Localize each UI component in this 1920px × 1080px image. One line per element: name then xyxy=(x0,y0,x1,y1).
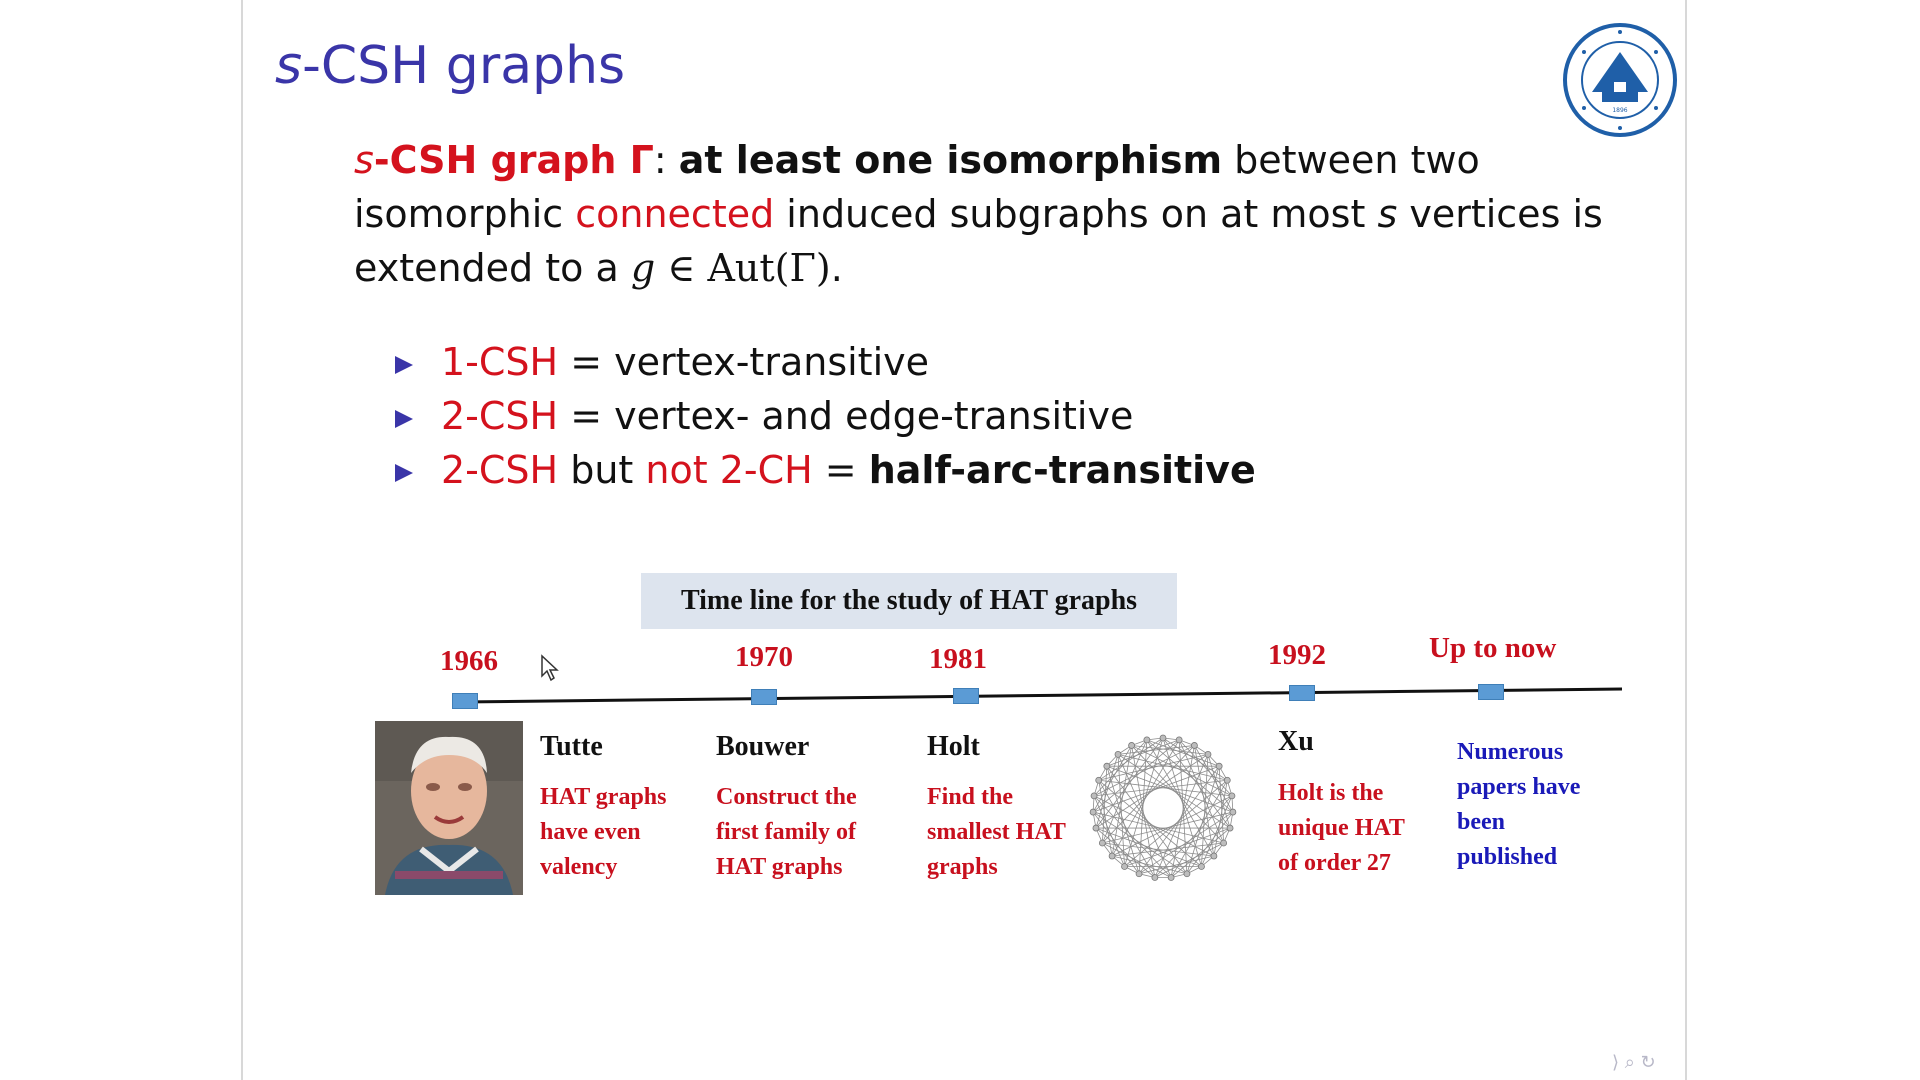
timeline-year: 1992 xyxy=(1268,639,1326,671)
bullet-item: 1-CSH = vertex-transitive xyxy=(395,335,1256,389)
slide-title: s-CSH graphs xyxy=(275,36,626,96)
timeline-marker xyxy=(751,689,777,705)
timeline-name: Holt xyxy=(927,731,980,762)
timeline-title: Time line for the study of HAT graphs xyxy=(641,573,1177,629)
timeline-desc: HAT graphs have even valency xyxy=(540,784,667,880)
timeline-marker xyxy=(953,688,979,704)
timeline-marker xyxy=(452,693,478,709)
timeline-desc: Construct the first family of HAT graphs xyxy=(716,784,857,880)
timeline-year: 1966 xyxy=(440,645,498,677)
timeline-year: 1981 xyxy=(929,643,987,675)
timeline-year: Up to now xyxy=(1429,632,1557,664)
beamer-navigation-icon[interactable]: ⟩ ⌕ ↻ xyxy=(1612,1052,1656,1073)
definition-text: s-CSH graph Γ: at least one isomorphism between two isomorphic connected induced subgraphs on at most s vertices is extended to a g ∈ Aut(Γ). xyxy=(354,138,1603,290)
timeline-desc: Numerous papers have been published xyxy=(1457,739,1581,870)
timeline-desc: Holt is the unique HAT of order 27 xyxy=(1278,780,1405,876)
bullet-item: 2-CSH but not 2-CH = half-arc-transitive xyxy=(395,443,1256,497)
bullet-item: 2-CSH = vertex- and edge-transitive xyxy=(395,389,1256,443)
timeline-desc: Find the smallest HAT graphs xyxy=(927,784,1066,880)
timeline-marker xyxy=(1289,685,1315,701)
timeline-name: Tutte xyxy=(540,731,603,762)
tutte-photo xyxy=(375,721,523,895)
timeline-year: 1970 xyxy=(735,641,793,673)
svg-text:1896: 1896 xyxy=(1612,107,1628,114)
timeline-name: Xu xyxy=(1278,726,1314,757)
timeline-name: Bouwer xyxy=(716,731,810,762)
mouse-cursor-icon xyxy=(540,654,560,682)
timeline-marker xyxy=(1478,684,1504,700)
hat-graph-drawing xyxy=(1085,730,1241,886)
